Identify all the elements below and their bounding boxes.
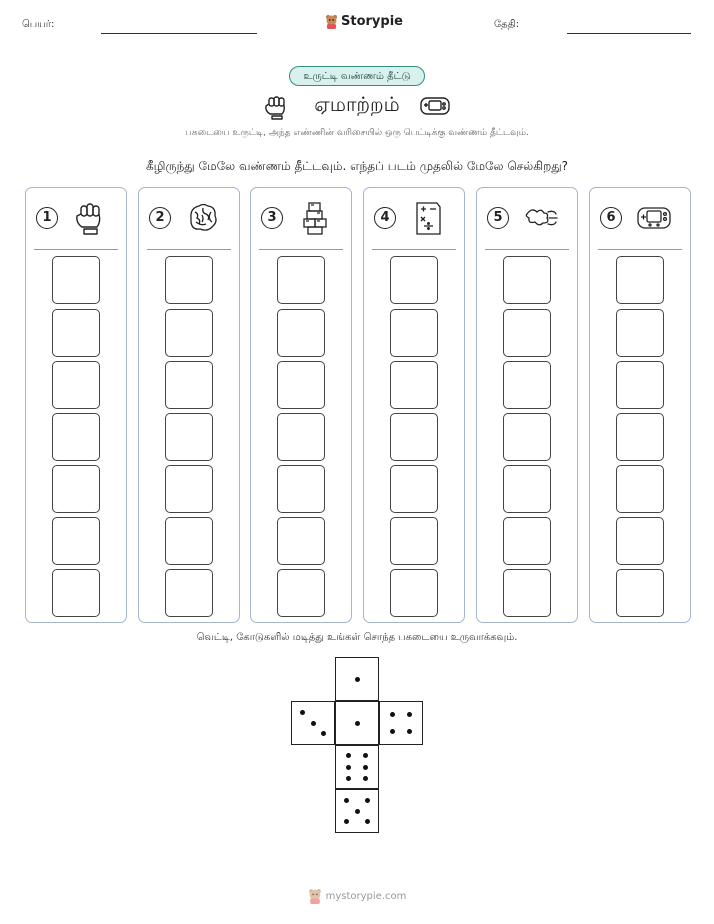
dice-pip — [344, 798, 349, 803]
column-6 — [589, 187, 691, 623]
dice-pip — [365, 819, 370, 824]
dice-pip — [363, 765, 368, 770]
column-3 — [250, 187, 352, 623]
column-divider — [147, 249, 231, 250]
color-box[interactable] — [52, 309, 100, 357]
color-box[interactable] — [503, 361, 551, 409]
column-number: 1 — [36, 207, 58, 229]
dice-pip — [346, 753, 351, 758]
dice-face-1 — [335, 701, 379, 745]
color-box[interactable] — [616, 361, 664, 409]
color-box[interactable] — [52, 465, 100, 513]
column-divider — [598, 249, 682, 250]
dice-face-1 — [335, 657, 379, 701]
dice-pip — [365, 798, 370, 803]
dice-pip — [390, 712, 395, 717]
name-label: பெயர்: — [22, 19, 55, 30]
column-2 — [138, 187, 240, 623]
color-box[interactable] — [165, 517, 213, 565]
column-number: 6 — [600, 207, 622, 229]
color-box[interactable] — [165, 256, 213, 304]
question: கீழிருந்து மேலே வண்ணம் தீட்டவும். எந்தப் படம் முதலில் மேலே செல்கிறது? — [145, 159, 569, 173]
column-divider — [259, 249, 343, 250]
color-box[interactable] — [390, 361, 438, 409]
column-number: 3 — [261, 207, 283, 229]
color-box[interactable] — [503, 413, 551, 461]
footer-url: mystorypie.com — [325, 890, 407, 902]
color-box[interactable] — [52, 361, 100, 409]
activity-tag: உருட்டி வண்ணம் தீட்டு — [289, 66, 425, 86]
color-box[interactable] — [165, 465, 213, 513]
game-controller-icon — [636, 200, 672, 242]
math-paper-icon — [410, 200, 446, 242]
dice-pip — [363, 753, 368, 758]
name-line — [101, 33, 257, 34]
sigh-icon — [523, 200, 559, 242]
color-box[interactable] — [52, 517, 100, 565]
bear-mascot-icon — [308, 888, 322, 904]
dice-pip — [355, 809, 360, 814]
color-box[interactable] — [165, 569, 213, 617]
cut-fold-instruction: வெட்டி, கோடுகளில் மடித்து உங்கள் சொந்த பகடையை உருவாக்கவும். — [196, 632, 518, 643]
dice-pip — [355, 677, 360, 682]
color-box[interactable] — [165, 309, 213, 357]
color-box[interactable] — [165, 413, 213, 461]
color-box[interactable] — [390, 309, 438, 357]
column-number: 5 — [487, 207, 509, 229]
column-1 — [25, 187, 127, 623]
dice-face-3 — [291, 701, 335, 745]
dice-face-5 — [335, 789, 379, 833]
fist-icon — [72, 200, 108, 242]
color-box[interactable] — [277, 465, 325, 513]
color-box[interactable] — [277, 256, 325, 304]
dice-pip — [346, 776, 351, 781]
color-box[interactable] — [390, 569, 438, 617]
color-box[interactable] — [390, 517, 438, 565]
page-title: ஏமாற்றம் — [314, 92, 400, 116]
dice-face-4 — [379, 701, 423, 745]
color-box[interactable] — [616, 517, 664, 565]
color-box[interactable] — [503, 569, 551, 617]
dice-pip — [390, 729, 395, 734]
color-box[interactable] — [52, 569, 100, 617]
color-box[interactable] — [277, 569, 325, 617]
color-box[interactable] — [503, 517, 551, 565]
date-label: தேதி: — [494, 19, 520, 30]
column-divider — [485, 249, 569, 250]
brand-name: Storypie — [341, 14, 403, 29]
subtitle: பகடையை உருட்டி, அந்த எண்ணின் வரிசையில் ஒரு பெட்டிக்கு வண்ணம் தீட்டவும். — [185, 128, 529, 138]
color-box[interactable] — [52, 413, 100, 461]
color-box[interactable] — [503, 309, 551, 357]
color-box[interactable] — [503, 465, 551, 513]
color-box[interactable] — [616, 256, 664, 304]
column-5 — [476, 187, 578, 623]
footer — [0, 888, 714, 904]
dice-pip — [363, 776, 368, 781]
color-box[interactable] — [277, 517, 325, 565]
color-box[interactable] — [616, 309, 664, 357]
dice-pip — [355, 721, 360, 726]
color-box[interactable] — [277, 413, 325, 461]
color-box[interactable] — [616, 413, 664, 461]
game-controller-icon — [420, 95, 450, 117]
dice-face-6 — [335, 745, 379, 789]
dice-pip — [346, 765, 351, 770]
bear-mascot-icon — [325, 14, 338, 29]
color-box[interactable] — [52, 256, 100, 304]
dice-pip — [344, 819, 349, 824]
color-box[interactable] — [616, 569, 664, 617]
dice-pip — [300, 710, 305, 715]
color-box[interactable] — [390, 413, 438, 461]
column-4 — [363, 187, 465, 623]
dice-pip — [311, 721, 316, 726]
column-divider — [372, 249, 456, 250]
brand-logo — [325, 14, 403, 29]
dice-pip — [321, 731, 326, 736]
color-box[interactable] — [390, 256, 438, 304]
column-number: 4 — [374, 207, 396, 229]
color-box[interactable] — [165, 361, 213, 409]
color-box[interactable] — [277, 309, 325, 357]
dice-pip — [407, 712, 412, 717]
color-box[interactable] — [277, 361, 325, 409]
column-number: 2 — [149, 207, 171, 229]
column-divider — [34, 249, 118, 250]
color-box[interactable] — [503, 256, 551, 304]
blocks-icon — [297, 200, 333, 242]
dice-pip — [407, 729, 412, 734]
date-line — [567, 33, 691, 34]
color-box[interactable] — [616, 465, 664, 513]
color-box[interactable] — [390, 465, 438, 513]
brain-icon — [185, 200, 221, 242]
